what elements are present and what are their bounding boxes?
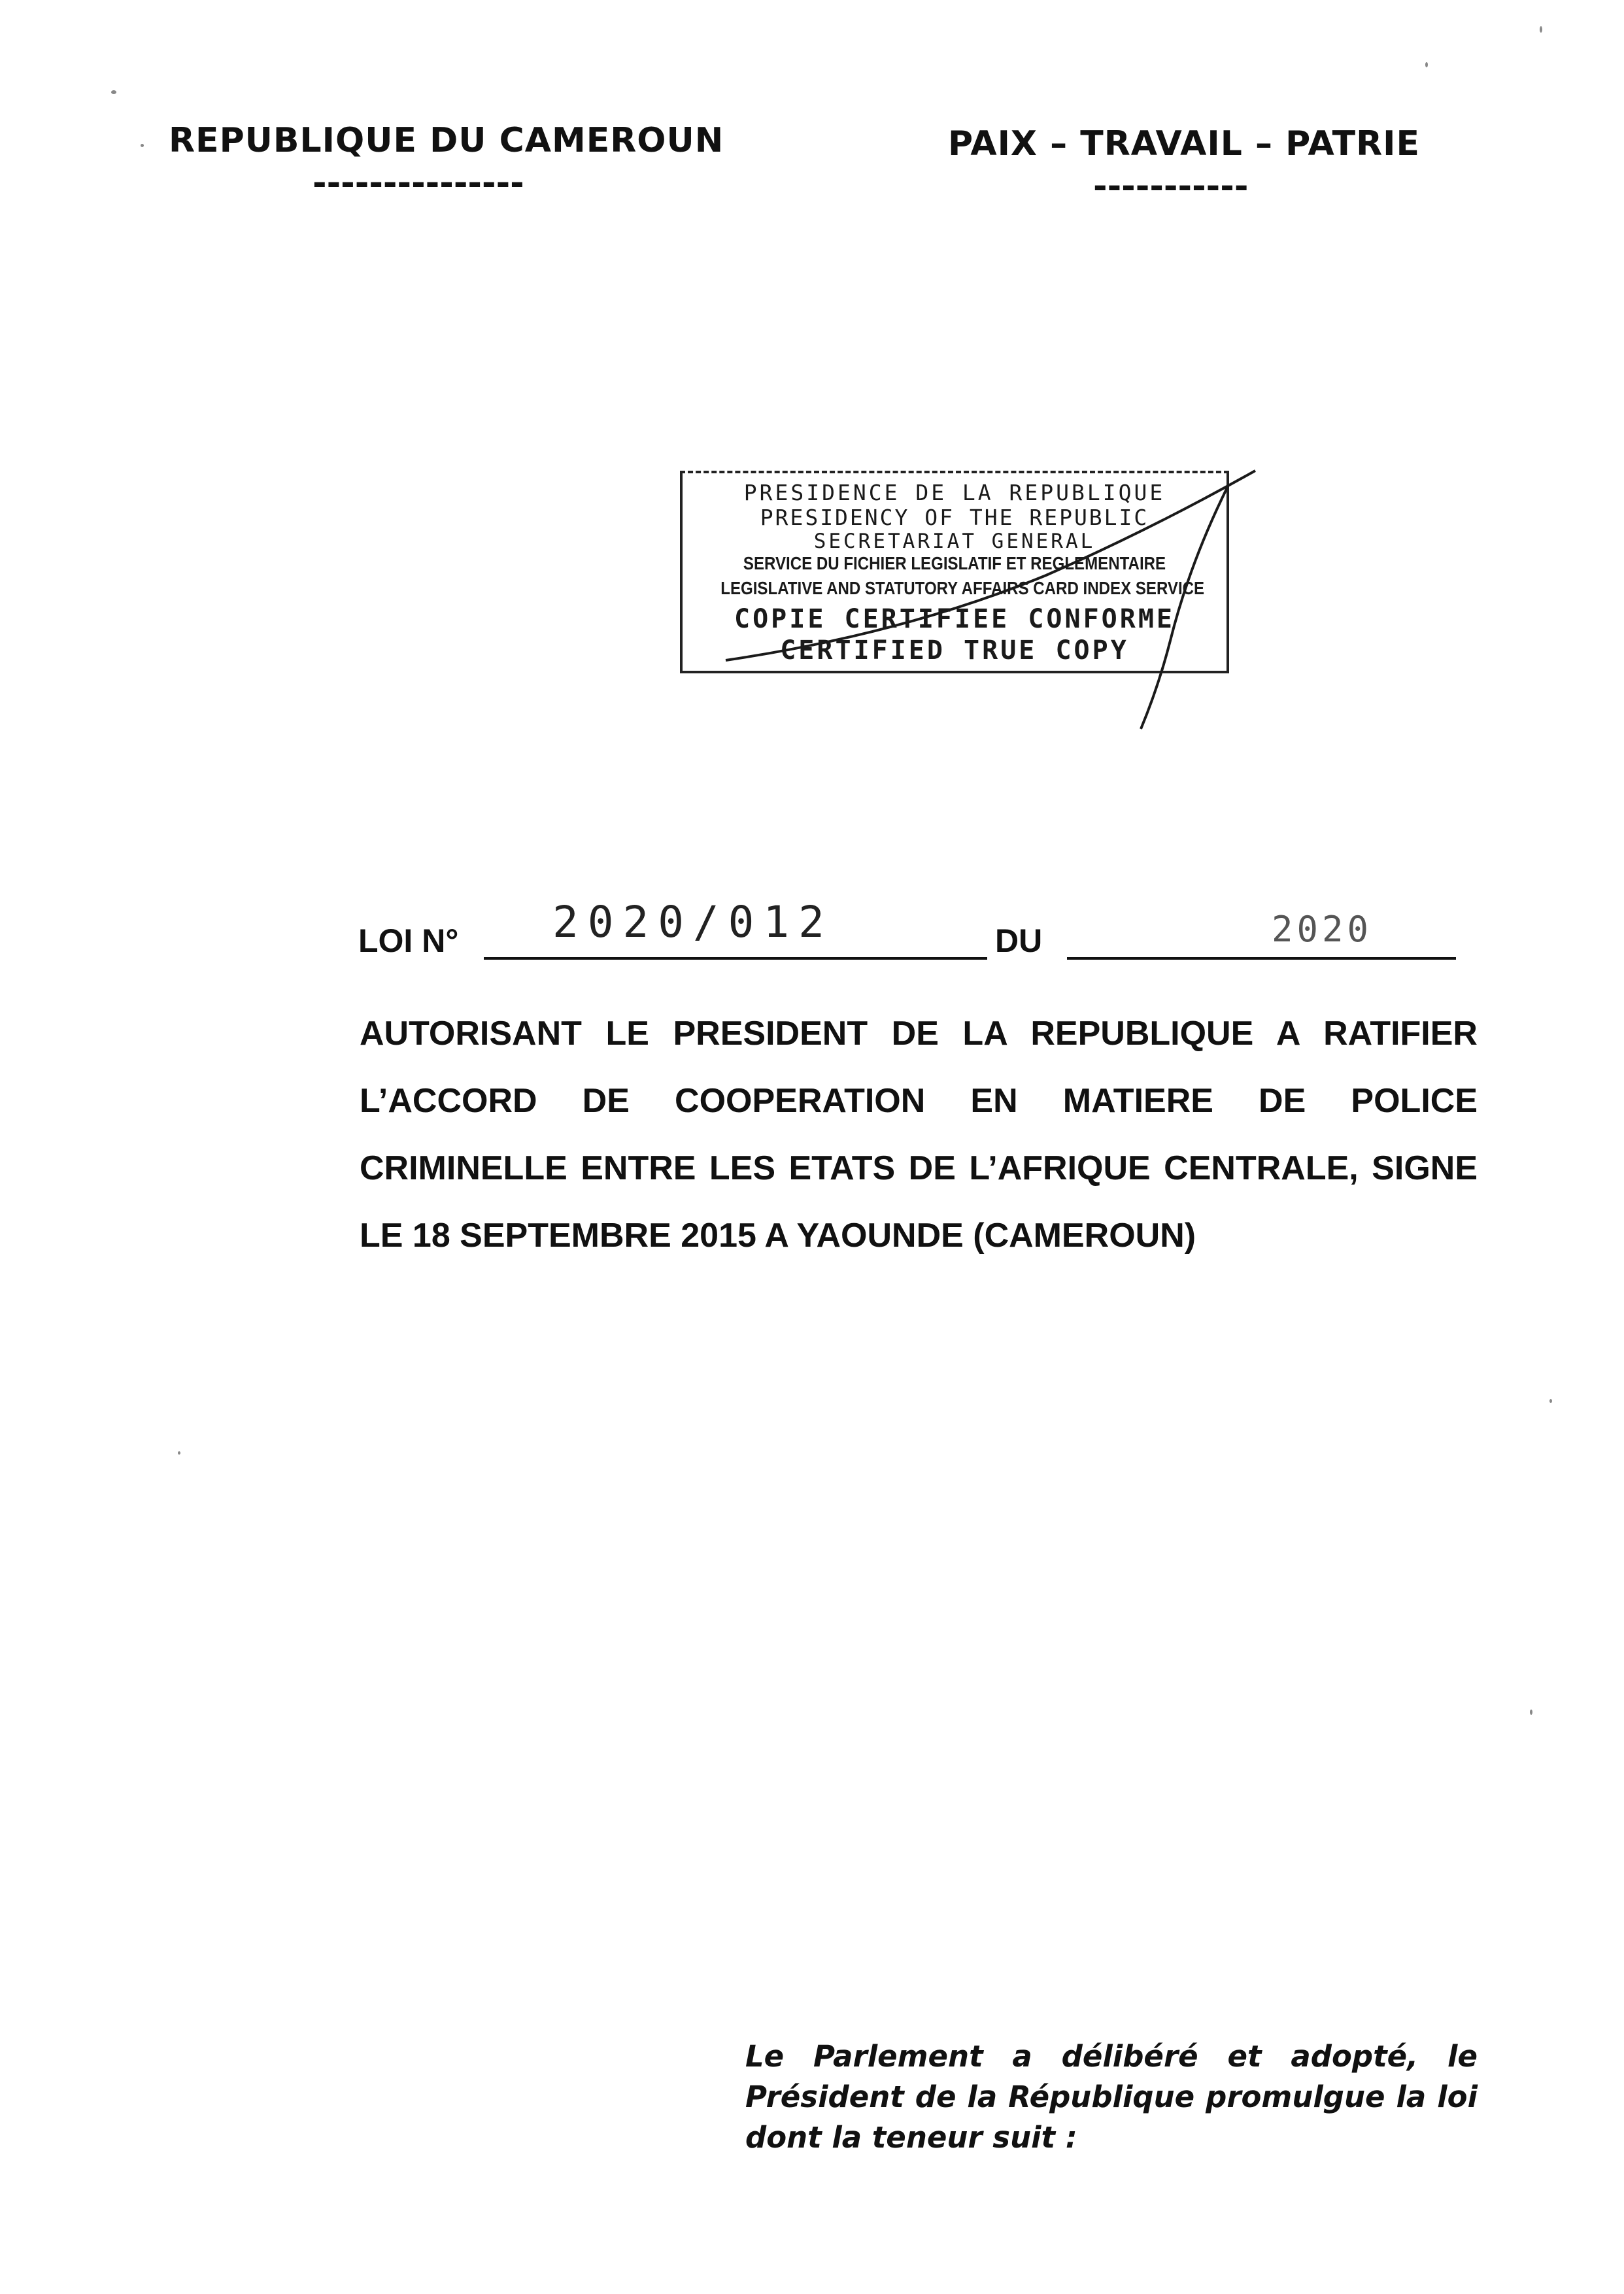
scan-speck (178, 1451, 180, 1455)
scan-speck (141, 144, 144, 147)
stamp-line-service-fr: SERVICE DU FICHIER LEGISLATIF ET REGLEMENTAIRE (743, 553, 1166, 573)
country-name: REPUBLIQUE DU CAMEROUN (169, 121, 724, 160)
stamp-line-presidence: PRESIDENCE DE LA REPUBLIQUE (743, 480, 1166, 505)
stamp-line-copie-certifiee: COPIE CERTIFIEE CONFORME (734, 604, 1175, 634)
stamp-line-presidency: PRESIDENCY OF THE REPUBLIC (760, 505, 1149, 530)
country-divider: --------------- (313, 163, 524, 203)
scan-speck (1540, 26, 1542, 33)
date-handwritten: 2020 (1272, 909, 1373, 950)
stamp-line-secretariat: SECRETARIAT GENERAL (813, 530, 1096, 553)
date-underline (1067, 957, 1456, 960)
law-title: AUTORISANT LE PRESIDENT DE LA REPUBLIQUE A RATIFIER L’ACCORD DE COOPERATION EN MATIERE DE POLICE CRIMINELLE ENTRE LES ETATS DE L’AFRIQUE CENTRALE, SIGNE LE 18 SEPTEMBRE 2015 A YAOUNDE (CAMEROUN) (360, 1015, 1478, 1255)
national-motto: PAIX – TRAVAIL – PATRIE (948, 124, 1421, 163)
scan-speck (1425, 62, 1428, 67)
date-label: DU (995, 922, 1043, 959)
stamp-line-service-en: LEGISLATIVE AND STATUTORY AFFAIRS CARD INDEX SERVICE (720, 578, 1205, 598)
scan-speck (111, 90, 116, 94)
law-number-handwritten: 2020/012 (552, 897, 834, 947)
motto-divider: ----------- (1093, 167, 1249, 206)
signature-stroke (654, 458, 1268, 732)
enacting-clause: Le Parlement a délibéré et adopté, le Président de la République promulgue la loi dont la teneur suit : (745, 2039, 1478, 2155)
law-number-underline (484, 957, 987, 960)
law-number-label: LOI N° (358, 922, 459, 959)
scan-speck (1530, 1710, 1532, 1715)
stamp-line-certified-copy: CERTIFIED TRUE COPY (780, 635, 1129, 666)
scan-speck (1549, 1399, 1552, 1403)
